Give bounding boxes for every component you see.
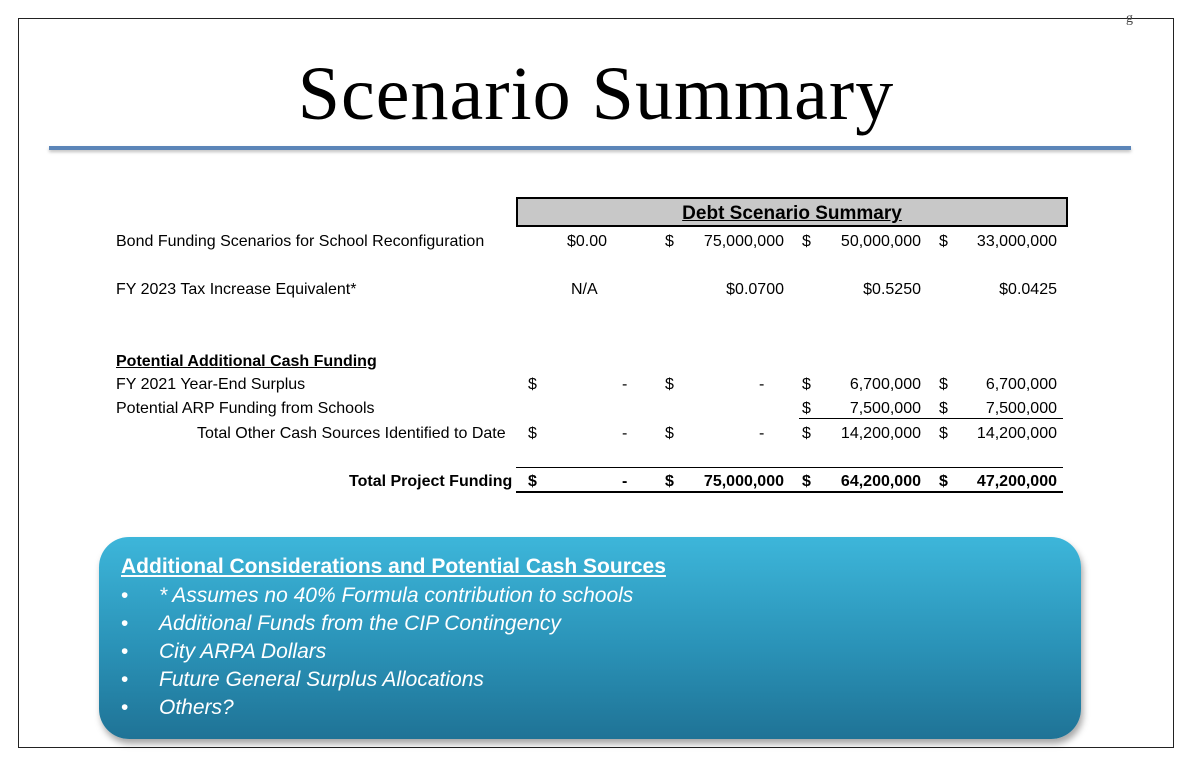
bullet-icon: • [121,668,129,691]
slide-title: Scenario Summary [297,52,895,136]
total-project-row-col4: 47,200,000 [976,473,1057,490]
list-item-text: * Assumes no 40% Formula contribution to schools [159,584,634,607]
list-item [121,582,633,610]
arp-row-label: Potential ARP Funding from Schools [116,400,375,417]
tax-row-col2: $0.0700 [726,281,784,298]
total-project-row-col1: - [622,473,628,490]
bond-row-col3: 50,000,000 [840,233,921,250]
currency-symbol: $ [939,473,948,490]
slide [18,11,1174,748]
currency-symbol: $ [802,400,811,417]
tax-row-col3: $0.5250 [863,281,921,298]
currency-symbol: $ [802,473,811,490]
bond-row-col1: $0.00 [567,233,608,250]
total-project-row-label: Total Project Funding [349,473,513,490]
currency-symbol: $ [802,425,811,442]
arp-row-col4: 7,500,000 [985,400,1057,417]
currency-symbol: $ [939,400,948,417]
total-project-row-col3: 64,200,000 [840,473,921,490]
title-rule [49,146,1131,150]
currency-symbol: $ [528,425,537,442]
list-item-text: Future General Surplus Allocations [159,668,484,691]
list-item [121,638,633,666]
bullet-icon: • [121,640,129,663]
total-top-rule [516,467,1063,468]
surplus-row-col2: - [759,376,765,393]
currency-symbol: $ [665,425,674,442]
bond-row-col4: 33,000,000 [976,233,1057,250]
currency-symbol: $ [665,473,674,490]
tax-row-col4: $0.0425 [999,281,1057,298]
bullet-icon: • [121,696,129,719]
surplus-row-label: FY 2021 Year-End Surplus [116,376,306,393]
surplus-row-col1: - [622,376,628,393]
bullet-icon: • [121,612,129,635]
considerations-list [121,582,633,722]
tax-row-label: FY 2023 Tax Increase Equivalent* [116,281,357,298]
total-other-row-col2: - [759,425,765,442]
currency-symbol: $ [939,233,948,250]
bond-row-label: Bond Funding Scenarios for School Reconfiguration [116,233,485,250]
list-item [121,666,633,694]
list-item [121,610,633,638]
tax-row-col1: N/A [571,281,598,298]
currency-symbol: $ [528,473,537,490]
list-item-text: City ARPA Dollars [159,640,327,663]
list-item-text: Others? [159,696,234,719]
surplus-row-col4: 6,700,000 [985,376,1057,393]
total-bottom-rule [516,491,1063,493]
considerations-box [99,537,1081,739]
considerations-title: Additional Considerations and Potential Cash Sources [121,555,666,578]
currency-symbol: $ [939,425,948,442]
bond-row-col2: 75,000,000 [703,233,784,250]
currency-symbol: $ [939,376,948,393]
currency-symbol: $ [802,376,811,393]
table-header [516,197,1068,227]
currency-symbol: $ [665,233,674,250]
total-project-row-col2: 75,000,000 [703,473,784,490]
currency-symbol: $ [665,376,674,393]
total-other-row-col1: - [622,425,628,442]
subtotal-rule [799,418,1063,419]
cash-funding-heading: Potential Additional Cash Funding [116,353,377,370]
list-item-text: Additional Funds from the CIP Contingency [159,612,561,635]
total-other-row-label: Total Other Cash Sources Identified to Date [197,425,506,442]
total-other-row-col4: 14,200,000 [976,425,1057,442]
surplus-row-col3: 6,700,000 [849,376,921,393]
bullet-icon: • [121,584,129,607]
total-other-row-col3: 14,200,000 [840,425,921,442]
currency-symbol: $ [528,376,537,393]
arp-row-col3: 7,500,000 [849,400,921,417]
cropped-header-text: g [1126,11,1133,26]
currency-symbol: $ [802,233,811,250]
table-header-label: Debt Scenario Summary [682,203,902,224]
list-item [121,694,633,722]
